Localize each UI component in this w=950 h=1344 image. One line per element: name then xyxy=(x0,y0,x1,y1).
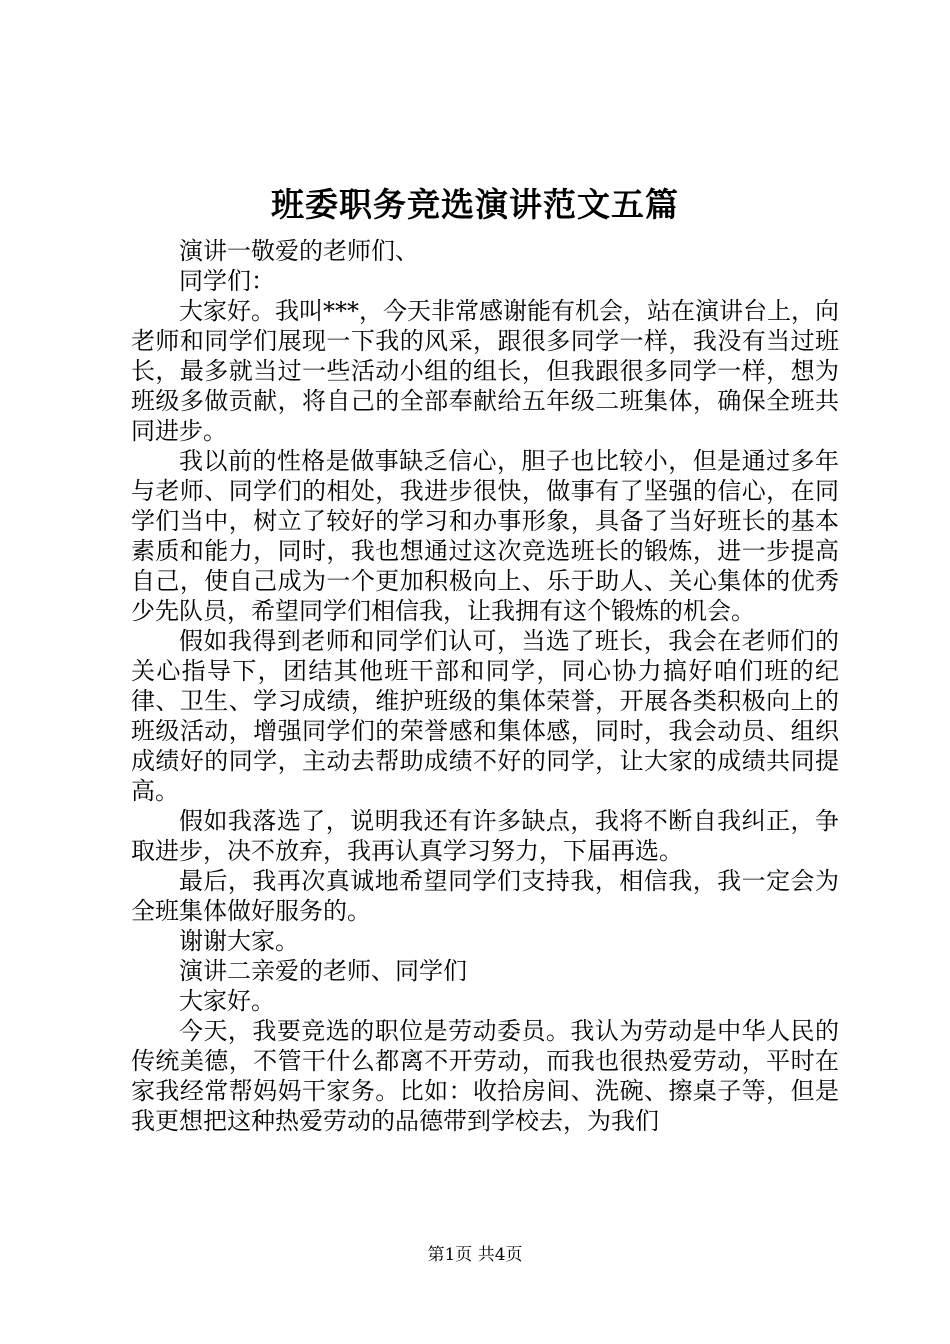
paragraph: 演讲一敬爱的老师们、 xyxy=(179,237,419,265)
paragraph: 我以前的性格是做事缺乏信心，胆子也比较小，但是通过多年与老师、同学们的相处，我进步很快，做事有了坚强的信心，在同学们当中，树立了较好的学习和办事形象，具备了当好班长的基本素质和能力，同时，我也想通过这次竞选班长的锻炼，进一步提高自己，使自己成为一个更加积极向上、乐于助人、关心集体的优秀少先队员，希望同学们相信我，让我拥有这个锻炼的机会。 xyxy=(131,447,839,625)
paragraph: 大家好。 xyxy=(179,987,275,1015)
paragraph: 最后，我再次真诚地希望同学们支持我，相信我，我一定会为全班集体做好服务的。 xyxy=(131,867,839,925)
document-body xyxy=(131,236,839,1136)
paragraph: 假如我得到老师和同学们认可，当选了班长，我会在老师们的关心指导下，团结其他班干部和同学，同心协力搞好咱们班的纪律、卫生、学习成绩，维护班级的集体荣誉，开展各类积极向上的班级活动，增强同学们的荣誉感和集体感，同时，我会动员、组织成绩好的同学，主动去帮助成绩不好的同学，让大家的成绩共同提高。 xyxy=(131,627,839,805)
paragraph: 今天，我要竞选的职位是劳动委员。我认为劳动是中华人民的传统美德，不管干什么都离不开劳动，而我也很热爱劳动，平时在家我经常帮妈妈干家务。比如：收拾房间、洗碗、擦桌子等，但是我更想把这种热爱劳动的品德带到学校去，为我们 xyxy=(131,1017,839,1135)
paragraph: 同学们： xyxy=(179,267,275,295)
paragraph: 谢谢大家。 xyxy=(179,927,299,955)
paragraph: 假如我落选了，说明我还有许多缺点，我将不断自我纠正，争取进步，决不放弃，我再认真学习努力，下届再选。 xyxy=(131,807,839,865)
paragraph: 演讲二亲爱的老师、同学们 xyxy=(179,957,467,985)
document-title: 班委职务竞选演讲范文五篇 xyxy=(271,185,679,224)
page-number-footer: 第1页 共4页 xyxy=(427,1245,523,1265)
paragraph: 大家好。我叫***，今天非常感谢能有机会，站在演讲台上，向老师和同学们展现一下我的风采，跟很多同学一样，我没有当过班长，最多就当过一些活动小组的组长，但我跟很多同学一样，想为班级多做贡献，将自己的全部奉献给五年级二班集体，确保全班共同进步。 xyxy=(131,297,839,445)
